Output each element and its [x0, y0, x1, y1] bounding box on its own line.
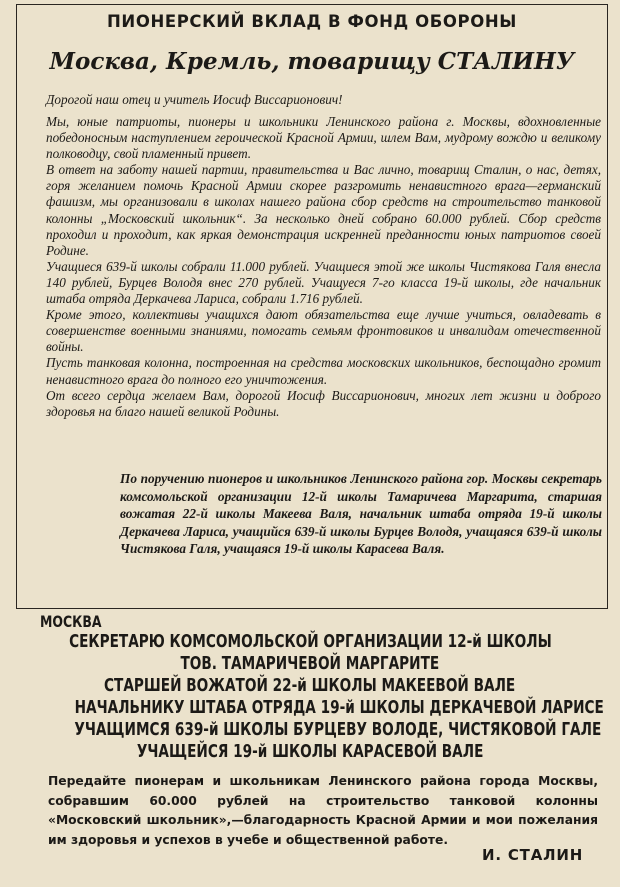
reply-text: Передайте пионерам и школьникам Ленинского района города Москвы, собравшим 60.000 рублей на строительство танковой колонны «Московский школьник»,—благодарность Красной Армии и мои пожелания им здоровья и успехов в учебе и общественной работе.: [48, 774, 598, 847]
letter-paragraph: В ответ на заботу нашей партии, правительства и Вас лично, товарищ Сталин, о нас, детях, горя желанием помочь Красной Армии скорее разгромить ненавистного врага—германский фашизм, мы организовали в школах нашего района сбор средств на строительство танковой колонны „Московский школьник“. За несколько дней собрано 60.000 рублей. Сбор средств проходил и проходит, как яркая демонстрация искренней преданности юных патриотов своей Родине.: [46, 162, 601, 258]
signers-block: По поручению пионеров и школьников Ленинского района гор. Москвы секретарь комсомольской организации 12-й школы Тамаричева Маргарита, старшая вожатая 22-й школы Макеева Валя, начальник штаба отряда 19-й школы Деркачева Лариса, учащийся 639-й школы Бурцев Володя, учащаяся 639-й школы Чистякова Галя, учащаяся 19-й школы Карасева Валя.: [120, 471, 602, 557]
signature: И. СТАЛИН: [482, 846, 584, 864]
letter-paragraph: Мы, юные патриоты, пионеры и школьники Ленинского района г. Москвы, вдохновленные победоносным наступлением героической Красной Армии, шлем Вам, мудрому вождю и великому полководцу, свой пламенный привет.: [46, 114, 601, 162]
greeting: Дорогой наш отец и учитель Иосиф Виссарионович!: [46, 92, 343, 107]
letter-body: [46, 114, 601, 420]
letter-paragraph: Пусть танковая колонна, построенная на средства московских школьников, беспощадно громит ненавистного врага до полного его уничтожения.: [46, 355, 601, 387]
telegram-line: УЧАЩИМСЯ 639-й ШКОЛЫ БУРЦЕВУ ВОЛОДЕ, ЧИСТЯКОВОЙ ГАЛЕ: [74, 720, 602, 740]
headline: ПИОНЕРСКИЙ ВКЛАД В ФОНД ОБОРОНЫ: [107, 12, 517, 31]
telegram-line: ТОВ. ТАМАРИЧЕВОЙ МАРГАРИТЕ: [180, 654, 440, 674]
letter-paragraph: От всего сердца желаем Вам, дорогой Иосиф Виссарионович, многих лет жизни и доброго здоровья на благо нашей великой Родины.: [46, 387, 601, 419]
telegram-city: МОСКВА: [40, 612, 102, 631]
telegram-line: НАЧАЛЬНИКУ ШТАБА ОТРЯДА 19-й ШКОЛЫ ДЕРКАЧЕВОЙ ЛАРИСЕ: [74, 698, 604, 718]
letter-paragraph: Учащиеся 639-й школы собрали 11.000 рублей. Учащиеся этой же школы Чистякова Галя внесла 140 рублей, Бурцев Володя внес 270 рублей. Учащуеся 7-го класса 19-й школы, где начальник штаба отряда Деркачева Лариса, собрали 1.716 рублей.: [46, 258, 601, 307]
telegram-line: УЧАЩЕЙСЯ 19-й ШКОЛЫ КАРАСЕВОЙ ВАЛЕ: [136, 742, 484, 762]
telegram-line: СЕКРЕТАРЮ КОМСОМОЛЬСКОЙ ОРГАНИЗАЦИИ 12-й ШКОЛЫ: [68, 632, 552, 652]
salute: Москва, Кремль, товарищу СТАЛИНУ: [49, 48, 575, 75]
telegram-line: СТАРШЕЙ ВОЖАТОЙ 22-й ШКОЛЫ МАКЕЕВОЙ ВАЛЕ: [104, 676, 516, 696]
letter-paragraph: Кроме этого, коллективы учащихся дают обязательства еще лучше учиться, овладевать в совершенстве военными знаниями, помогать семьям фронтовиков и инвалидам отечественной войны.: [46, 307, 601, 355]
